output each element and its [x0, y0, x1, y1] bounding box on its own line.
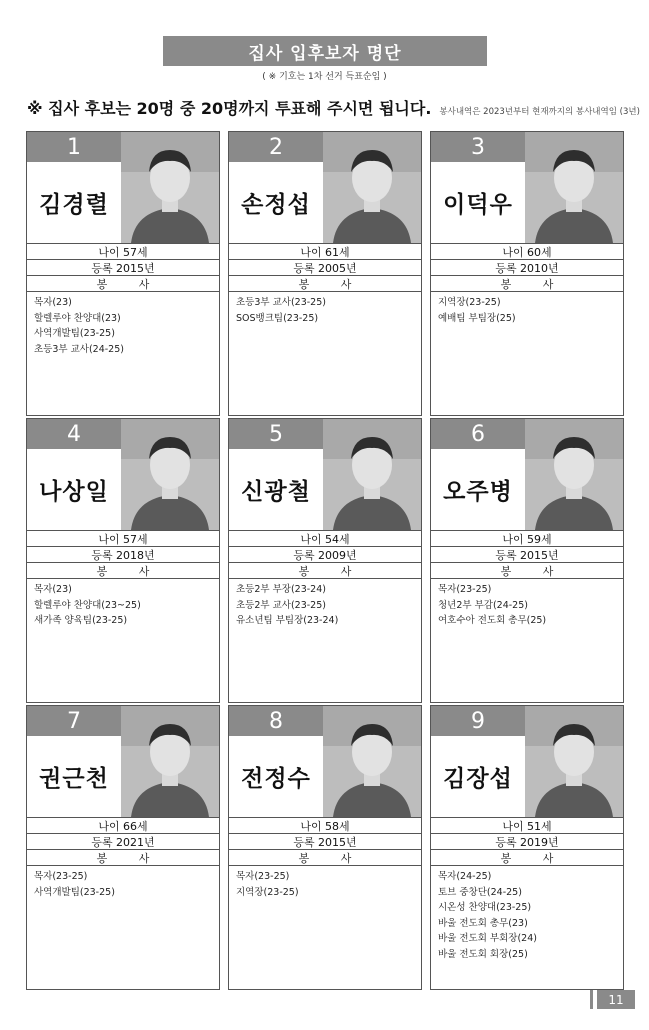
- candidate-header: [229, 419, 421, 530]
- candidate-name: 전정수: [241, 766, 311, 792]
- service-item: 바울 전도회 부회장(24): [438, 933, 537, 945]
- candidate-photo: [121, 706, 219, 817]
- service-item: 목자(23-25): [236, 871, 290, 882]
- candidate-age: 나이 58세: [229, 817, 421, 833]
- service-item: 새가족 양육팀(23-25): [34, 615, 128, 627]
- candidate-name: 나상일: [39, 479, 109, 505]
- service-list: [431, 291, 623, 415]
- candidate-name: 김경렬: [39, 192, 109, 218]
- service-list: [229, 865, 421, 989]
- service-item: 사역개발팀(23-25): [34, 328, 115, 340]
- page-number-divider: [590, 990, 593, 1009]
- candidate-card: [430, 131, 624, 416]
- service-item: 목자(23-25): [438, 584, 492, 595]
- service-header: 봉 사: [431, 562, 623, 578]
- service-header: 봉 사: [27, 275, 219, 291]
- candidate-age: 나이 59세: [431, 530, 623, 546]
- service-item: 여호수아 전도회 총무(25): [438, 615, 547, 627]
- candidate-photo: [525, 706, 623, 817]
- candidate-number: 9: [431, 706, 525, 736]
- service-header: 봉 사: [229, 562, 421, 578]
- candidate-photo: [323, 419, 421, 530]
- candidate-age: 나이 51세: [431, 817, 623, 833]
- candidate-registered: 등록 2015년: [27, 259, 219, 275]
- service-list: [229, 291, 421, 415]
- candidate-header: [229, 706, 421, 817]
- service-header: 봉 사: [229, 275, 421, 291]
- candidate-registered: 등록 2015년: [229, 833, 421, 849]
- service-item: 사역개발팀(23-25): [34, 886, 115, 898]
- candidate-header: [431, 706, 623, 817]
- service-header: 봉 사: [431, 275, 623, 291]
- candidate-age: 나이 60세: [431, 243, 623, 259]
- candidate-header: [431, 132, 623, 243]
- candidate-name: 권근천: [39, 766, 109, 792]
- service-item: SOS뱅크팀(23-25): [236, 312, 319, 324]
- service-item: 할렐루야 찬양대(23): [34, 312, 121, 324]
- service-item: 목자(23): [34, 584, 72, 595]
- candidate-number: 5: [229, 419, 323, 449]
- candidate-header: [431, 419, 623, 530]
- candidate-age: 나이 57세: [27, 530, 219, 546]
- candidate-photo: [323, 706, 421, 817]
- service-header: 봉 사: [229, 849, 421, 865]
- candidate-card: [26, 705, 220, 990]
- candidate-registered: 등록 2015년: [431, 546, 623, 562]
- candidate-number: 4: [27, 419, 121, 449]
- service-list: [27, 578, 219, 702]
- candidate-card: [26, 418, 220, 703]
- candidate-photo: [525, 419, 623, 530]
- candidate-registered: 등록 2010년: [431, 259, 623, 275]
- service-item: 바울 전도회 회장(25): [438, 948, 528, 960]
- candidate-number: 1: [27, 132, 121, 162]
- candidate-name: 이덕우: [443, 192, 513, 218]
- page-number-text: 11: [608, 992, 624, 1007]
- service-header: 봉 사: [27, 849, 219, 865]
- service-item: 목자(24-25): [438, 871, 492, 882]
- page-number: [597, 990, 635, 1009]
- candidate-card: [430, 705, 624, 990]
- service-item: 예배팀 부팀장(25): [438, 312, 516, 324]
- candidate-card: [228, 131, 422, 416]
- candidate-age: 나이 54세: [229, 530, 421, 546]
- candidate-header: [27, 706, 219, 817]
- candidate-registered: 등록 2019년: [431, 833, 623, 849]
- service-item: 시온성 찬양대(23-25): [438, 902, 532, 914]
- service-item: 청년2부 부감(24-25): [438, 599, 528, 611]
- service-item: 유소년팀 부팀장(23-24): [236, 615, 339, 627]
- service-item: 토브 중창단(24-25): [438, 886, 522, 898]
- candidate-registered: 등록 2018년: [27, 546, 219, 562]
- service-item: 지역장(23-25): [236, 886, 299, 898]
- service-item: 목자(23-25): [34, 871, 88, 882]
- service-item: 초등3부 교사(24-25): [34, 343, 124, 355]
- candidate-photo: [323, 132, 421, 243]
- voting-instruction: [27, 96, 640, 119]
- candidate-card: [430, 418, 624, 703]
- service-item: 목자(23): [34, 297, 72, 308]
- candidate-header: [27, 419, 219, 530]
- candidate-card: [228, 418, 422, 703]
- candidate-number: 7: [27, 706, 121, 736]
- page-subtitle: ( ※ 기호는 1차 선거 득표순임 ): [262, 72, 387, 82]
- candidate-photo: [121, 132, 219, 243]
- service-item: 할렐루야 찬양대(23~25): [34, 599, 141, 611]
- page-title: 집사 입후보자 명단: [163, 36, 487, 66]
- service-item: 초등2부 부장(23-24): [236, 584, 326, 595]
- candidate-name: 김장섭: [443, 766, 513, 792]
- candidate-number: 2: [229, 132, 323, 162]
- candidate-header: [229, 132, 421, 243]
- instruction-text: ※ 집사 후보는 20명 중 20명까지 투표해 주시면 됩니다.: [27, 99, 432, 118]
- candidate-card: [26, 131, 220, 416]
- service-list: [229, 578, 421, 702]
- candidate-registered: 등록 2005년: [229, 259, 421, 275]
- service-header: 봉 사: [431, 849, 623, 865]
- service-item: 지역장(23-25): [438, 297, 501, 308]
- candidate-registered: 등록 2009년: [229, 546, 421, 562]
- service-header: 봉 사: [27, 562, 219, 578]
- service-item: 초등2부 교사(23-25): [236, 599, 326, 611]
- candidate-photo: [525, 132, 623, 243]
- candidate-name: 오주병: [443, 479, 513, 505]
- candidate-age: 나이 61세: [229, 243, 421, 259]
- service-period-note: 봉사내역은 2023년부터 현재까지의 봉사내역임 (3년): [439, 107, 640, 117]
- candidate-card: [228, 705, 422, 990]
- service-item: 초등3부 교사(23-25): [236, 297, 326, 308]
- candidate-age: 나이 57세: [27, 243, 219, 259]
- candidate-name: 신광철: [241, 479, 311, 505]
- service-list: [27, 291, 219, 415]
- service-list: [431, 578, 623, 702]
- candidate-header: [27, 132, 219, 243]
- candidate-number: 6: [431, 419, 525, 449]
- candidate-number: 8: [229, 706, 323, 736]
- candidate-age: 나이 66세: [27, 817, 219, 833]
- candidate-photo: [121, 419, 219, 530]
- service-list: [431, 865, 623, 989]
- service-item: 바울 전도회 총무(23): [438, 917, 528, 929]
- candidate-registered: 등록 2021년: [27, 833, 219, 849]
- candidate-name: 손정섭: [241, 192, 311, 218]
- service-list: [27, 865, 219, 989]
- candidate-number: 3: [431, 132, 525, 162]
